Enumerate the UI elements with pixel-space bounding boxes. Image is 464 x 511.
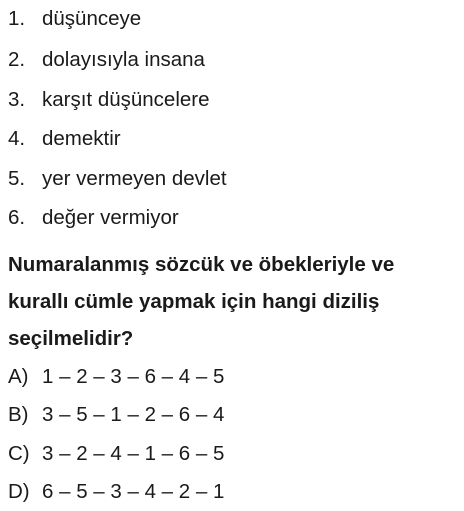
item-text: değer vermiyor (42, 206, 179, 229)
option-b[interactable] (8, 400, 224, 430)
option-text: 6 – 5 – 3 – 4 – 2 – 1 (42, 480, 225, 503)
option-text: 3 – 2 – 4 – 1 – 6 – 5 (42, 442, 225, 465)
option-text: 1 – 2 – 3 – 6 – 4 – 5 (42, 365, 225, 388)
item-number: 4. (8, 127, 26, 150)
item-number: 5. (8, 167, 26, 190)
list-item-1 (8, 4, 141, 34)
option-letter: A) (8, 365, 29, 388)
option-letter: B) (8, 403, 29, 426)
list-item-4 (8, 124, 121, 154)
list-item-3 (8, 85, 210, 115)
item-number: 6. (8, 206, 26, 229)
item-text: dolayısıyla insana (42, 48, 205, 71)
item-text: düşünceye (42, 7, 142, 30)
item-number: 2. (8, 48, 26, 71)
item-number: 3. (8, 88, 26, 111)
list-item-6 (8, 203, 179, 233)
question-line-2: kurallı cümle yapmak için hangi diziliş (8, 290, 380, 313)
item-text: karşıt düşüncelere (42, 88, 210, 111)
option-d[interactable] (8, 477, 224, 507)
option-c[interactable] (8, 439, 224, 469)
item-number: 1. (8, 7, 26, 30)
option-text: 3 – 5 – 1 – 2 – 6 – 4 (42, 403, 225, 426)
list-item-5 (8, 164, 227, 194)
question-text (8, 246, 464, 357)
option-a[interactable] (8, 362, 224, 392)
item-text: demektir (42, 127, 121, 150)
question-line-1: Numaralanmış sözcük ve öbekleriyle ve (8, 253, 395, 276)
item-text: yer vermeyen devlet (42, 167, 227, 190)
list-item-2 (8, 45, 205, 75)
question-line-3: seçilmelidir? (8, 327, 134, 350)
option-letter: D) (8, 480, 30, 503)
option-letter: C) (8, 442, 30, 465)
